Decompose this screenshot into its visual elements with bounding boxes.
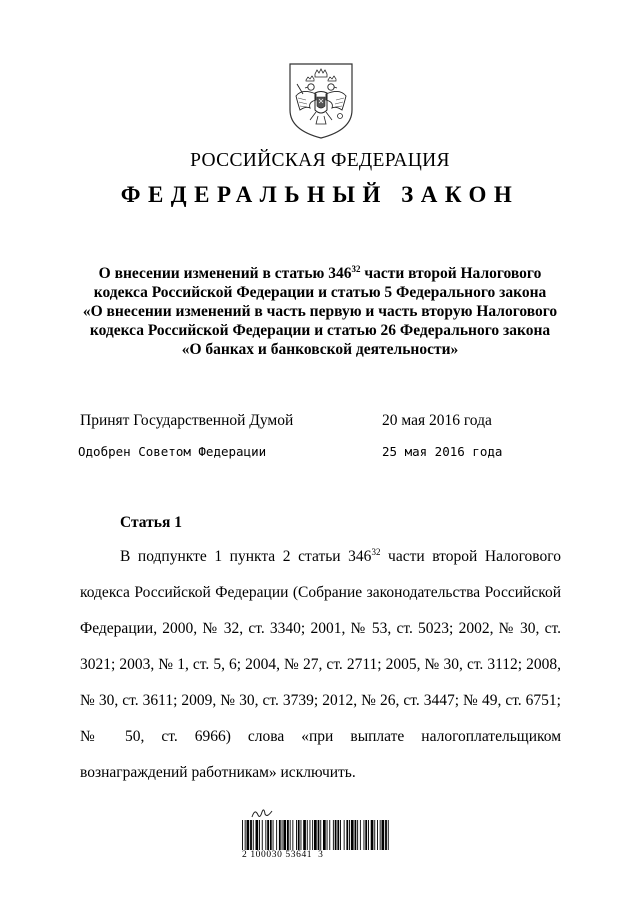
barcode-bar xyxy=(270,820,272,850)
barcode-bar xyxy=(346,820,348,850)
barcode-bar xyxy=(329,820,330,850)
law-title-text: О внесении изменений в статью 346 xyxy=(98,265,352,282)
law-title-line: «О внесении изменений в часть первую и часть вторую Налогового xyxy=(82,303,558,320)
barcode xyxy=(240,820,390,850)
barcode-bar xyxy=(290,820,291,850)
barcode-bar xyxy=(247,820,250,850)
barcode-bar xyxy=(267,820,269,850)
barcode-bar xyxy=(357,820,358,850)
barcode-bar xyxy=(337,820,339,850)
barcode-bar xyxy=(365,820,367,850)
barcode-bar xyxy=(312,820,313,850)
barcode-bar xyxy=(368,820,369,850)
barcode-bar xyxy=(340,820,341,850)
barcode-bar xyxy=(259,820,260,850)
barcode-bar xyxy=(287,820,289,850)
approved-label: Одобрен Советом Федерации xyxy=(78,444,267,459)
barcode-bar xyxy=(265,820,266,850)
adopted-label: Принят Государственной Думой xyxy=(80,412,294,429)
barcode-bar xyxy=(333,820,334,850)
barcode-bar xyxy=(360,820,361,850)
barcode-bar xyxy=(303,820,306,850)
law-title-text: части второй Налогового xyxy=(360,265,542,282)
barcode-bar xyxy=(298,820,300,850)
barcode-number: 2 100030 53641 3 xyxy=(242,850,324,860)
barcode-bar xyxy=(344,820,345,850)
barcode-bar xyxy=(253,820,254,850)
barcode-bar xyxy=(262,820,263,850)
barcode-bar xyxy=(292,820,293,850)
adopted-date: 20 мая 2016 года xyxy=(382,412,492,429)
barcode-bar xyxy=(374,820,375,850)
law-title-line: кодекса Российской Федерации и статью 26 Федерального закона xyxy=(89,322,551,339)
law-title-line: кодекса Российской Федерации и статью 5 Федерального закона xyxy=(93,284,547,301)
article-superscript: 32 xyxy=(351,264,361,274)
article-heading: Статья 1 xyxy=(120,514,182,531)
signature-mark-icon xyxy=(250,806,274,820)
barcode-bar xyxy=(283,820,286,850)
article-body xyxy=(80,539,561,791)
barcode-bar xyxy=(349,820,350,850)
coat-of-arms-icon xyxy=(286,60,356,140)
barcode-bar xyxy=(310,820,311,850)
barcode-bar xyxy=(355,820,357,850)
law-title-line: «О банках и банковской деятельности» xyxy=(181,341,459,358)
barcode-bar xyxy=(335,820,337,850)
barcode-bar xyxy=(314,820,317,850)
barcode-bar xyxy=(296,820,297,850)
barcode-bar xyxy=(385,820,387,850)
barcode-bar xyxy=(307,820,308,850)
barcode-bar xyxy=(282,820,283,850)
barcode-bar xyxy=(276,820,277,850)
barcode-bar xyxy=(327,820,328,850)
article-text: части второй Налогового кодекса Российской Федерации (Собрание законодательства Российской Федерации, 2000, № 32, ст. 3340; 2001, № 53, ст. 5023; 2002, № 30, ст. 3021; 2003, № 1, ст. 5, 6; 2004, № 27, ст. 2711; 2005, № 30, ст. 3112; 2008, № 30, ст. 3611; 2009, № 30, ст. 3739; 2012, № 26, ст. 3447; № 49, ст. 6751; № 50, ст. 6966) слова «при выплате налогоплательщиком вознаграждений работникам» исключить. xyxy=(80,548,561,781)
article-superscript: 32 xyxy=(371,547,381,557)
barcode-bar xyxy=(380,820,381,850)
barcode-bar xyxy=(371,820,374,850)
country-name: РОССИЙСКАЯ ФЕДЕРАЦИЯ xyxy=(190,150,450,171)
barcode-bar xyxy=(388,820,389,850)
barcode-bar xyxy=(382,820,385,850)
barcode-bar xyxy=(320,820,321,850)
barcode-bar xyxy=(318,820,320,850)
barcode-bar xyxy=(351,820,354,850)
barcode-bar xyxy=(242,820,243,850)
barcode-bar xyxy=(256,820,259,850)
article-text: В подпункте 1 пункта 2 статьи 346 xyxy=(120,548,372,565)
barcode-bar xyxy=(245,820,246,850)
law-type-heading: ФЕДЕРАЛЬНЫЙ ЗАКОН xyxy=(120,182,520,207)
barcode-bar xyxy=(250,820,252,850)
law-title xyxy=(60,264,580,359)
barcode-bar xyxy=(364,820,365,850)
barcode-bar xyxy=(273,820,274,850)
approved-date: 25 мая 2016 года xyxy=(382,444,503,459)
barcode-bar xyxy=(279,820,281,850)
barcode-bar xyxy=(377,820,378,850)
law-title-line xyxy=(60,264,580,283)
barcode-bar xyxy=(323,820,326,850)
barcode-bar xyxy=(301,820,302,850)
